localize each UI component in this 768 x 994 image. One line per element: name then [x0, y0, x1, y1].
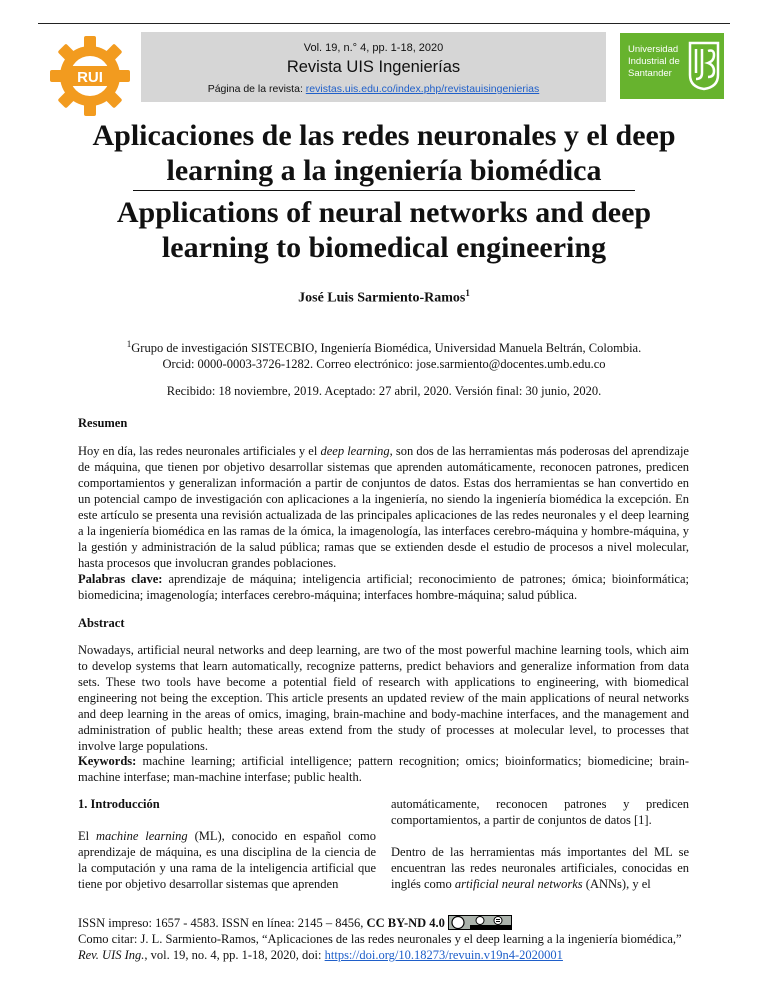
intro-paragraph-2: Dentro de las herramientas más importantes del ML se encuentran las redes neuronales artificiales, conocidas en inglés como artificial neural networks (ANNs), y el — [391, 845, 689, 891]
intro-left-column — [78, 796, 376, 908]
submission-dates: Recibido: 18 noviembre, 2019. Aceptado: 27 abril, 2020. Versión final: 30 junio, 2020. — [166, 384, 602, 398]
title-divider — [133, 190, 635, 191]
title-spanish: Aplicaciones de las redes neuronales y el deep learning a la ingeniería biomédica — [92, 119, 676, 187]
intro-paragraph-1: El machine learning (ML), conocido en español como aprendizaje de máquina, es una disciplina de la ciencia de la computación y una rama de la inteligencia artificial que tiene por objetivo desarrollar sistemas que aprenden — [78, 829, 376, 891]
issn-line: ISSN impreso: 1657 - 4583. ISSN en línea: 2145 – 8456, CC BY-ND 4.0 — [78, 915, 698, 931]
footer — [78, 915, 698, 963]
journal-site — [141, 83, 606, 95]
site-label: Página de la revista: — [207, 83, 303, 95]
journal-name: Revista UIS Ingenierías — [286, 58, 461, 76]
intro-right-column — [391, 796, 689, 908]
resumen-heading: Resumen — [78, 416, 128, 430]
uis-shield-icon — [688, 41, 720, 91]
journal-header — [141, 32, 606, 102]
citation: Como citar: J. L. Sarmiento-Ramos, “Aplicaciones de las redes neuronales y el deep learning a la ingeniería biomédica,” Rev. UIS Ing., vol. 19, no. 4, pp. 1-18, 2020, doi: https://doi.org/10.18273/revuin.v19n4-2020001 — [78, 932, 682, 962]
journal-site-link[interactable]: revistas.uis.edu.co/index.php/revistauisingenierias — [305, 83, 540, 95]
cc-by-nd-icon — [448, 915, 512, 930]
intro-continuation: automáticamente, reconocen patrones y predicen comportamientos, a partir de conjuntos de datos [1]. — [391, 797, 689, 827]
abstract-text: Nowadays, artificial neural networks and deep learning, are two of the most powerful machine learning tools, which aim to develop systems that learn automatically, recognize patterns, predict behaviors and generalize information from data sets. These two tools have become a potential field of research with applications to engineering, with biomedical engineering not being the exception. This article presents an updated review of the main applications of neural networks and deep learning in the areas of omics, imaging, brain-machine and body-machine interfaces, and the management and administration of public health; these areas extend from the study of processes at molecular level, to processes that involve large populations. — [78, 643, 689, 753]
rui-logo-text: RUI — [77, 69, 103, 86]
abstract-heading: Abstract — [78, 616, 125, 630]
doi-link[interactable]: https://doi.org/10.18273/revuin.v19n4-2020001 — [324, 948, 563, 962]
university-name: Universidad Industrial de Santander — [628, 44, 680, 79]
top-rule — [38, 23, 730, 24]
keywords: Keywords: machine learning; artificial intelligence; pattern recognition; omics; bioinformatics; biomedicine; brain-machine interfase; man-machine interfase; public health. — [78, 754, 689, 784]
volume-info: Vol. 19, n.° 4, pp. 1-18, 2020 — [303, 42, 444, 54]
uis-logo — [620, 33, 724, 99]
palabras-clave: Palabras clave: aprendizaje de máquina; inteligencia artificial; reconocimiento de patrones; ómica; bioinformática; biomedicina; imagenología; interfaces cerebro-máquina; interfaces hombre-máquina; salud pública. — [78, 572, 689, 602]
intro-heading: 1. Introducción — [78, 797, 160, 811]
title-english: Applications of neural networks and deep learning to biomedical engineering — [116, 196, 652, 264]
author-affiliation: $^1$Grupo de investigación SISTECBIO, Ingeniería Biomédica, Universidad Manuela Beltrán, Colombia. Orcid: 0000-0003-3726-1282. Correo electrónico: jose.sarmiento@docentes.umb.edu.co — [126, 339, 642, 372]
author-name: José Luis Sarmiento-Ramos$^1$ — [298, 288, 470, 306]
resumen-text: Hoy en día, las redes neuronales artificiales y el deep learning, son dos de las herramientas más poderosas del aprendizaje de máquina, que tienen por objetivo desarrollar sistemas que aprenden automáticamente, reconocen patrones, predicen comportamientos y generalizan información a partir de conjuntos de datos. Estas dos herramientas se han convertido en un potencial campo de investigación con aplicaciones a la ingeniería, no siendo la ingeniería biomédica la excepción. En este artículo se presenta una revisión actualizada de las principales aplicaciones de las redes neuronales y el deep learning a la ingeniería biomédica en las ramas de la ómica, la imagenología, las interfaces cerebro-máquina y hombre-máquina, y la gestión y administración de la salud pública; ramas que se extienden desde el estudio de procesos a nivel molecular, hasta procesos que involucran grandes poblaciones. — [78, 444, 689, 570]
rui-gear-logo — [44, 30, 136, 122]
